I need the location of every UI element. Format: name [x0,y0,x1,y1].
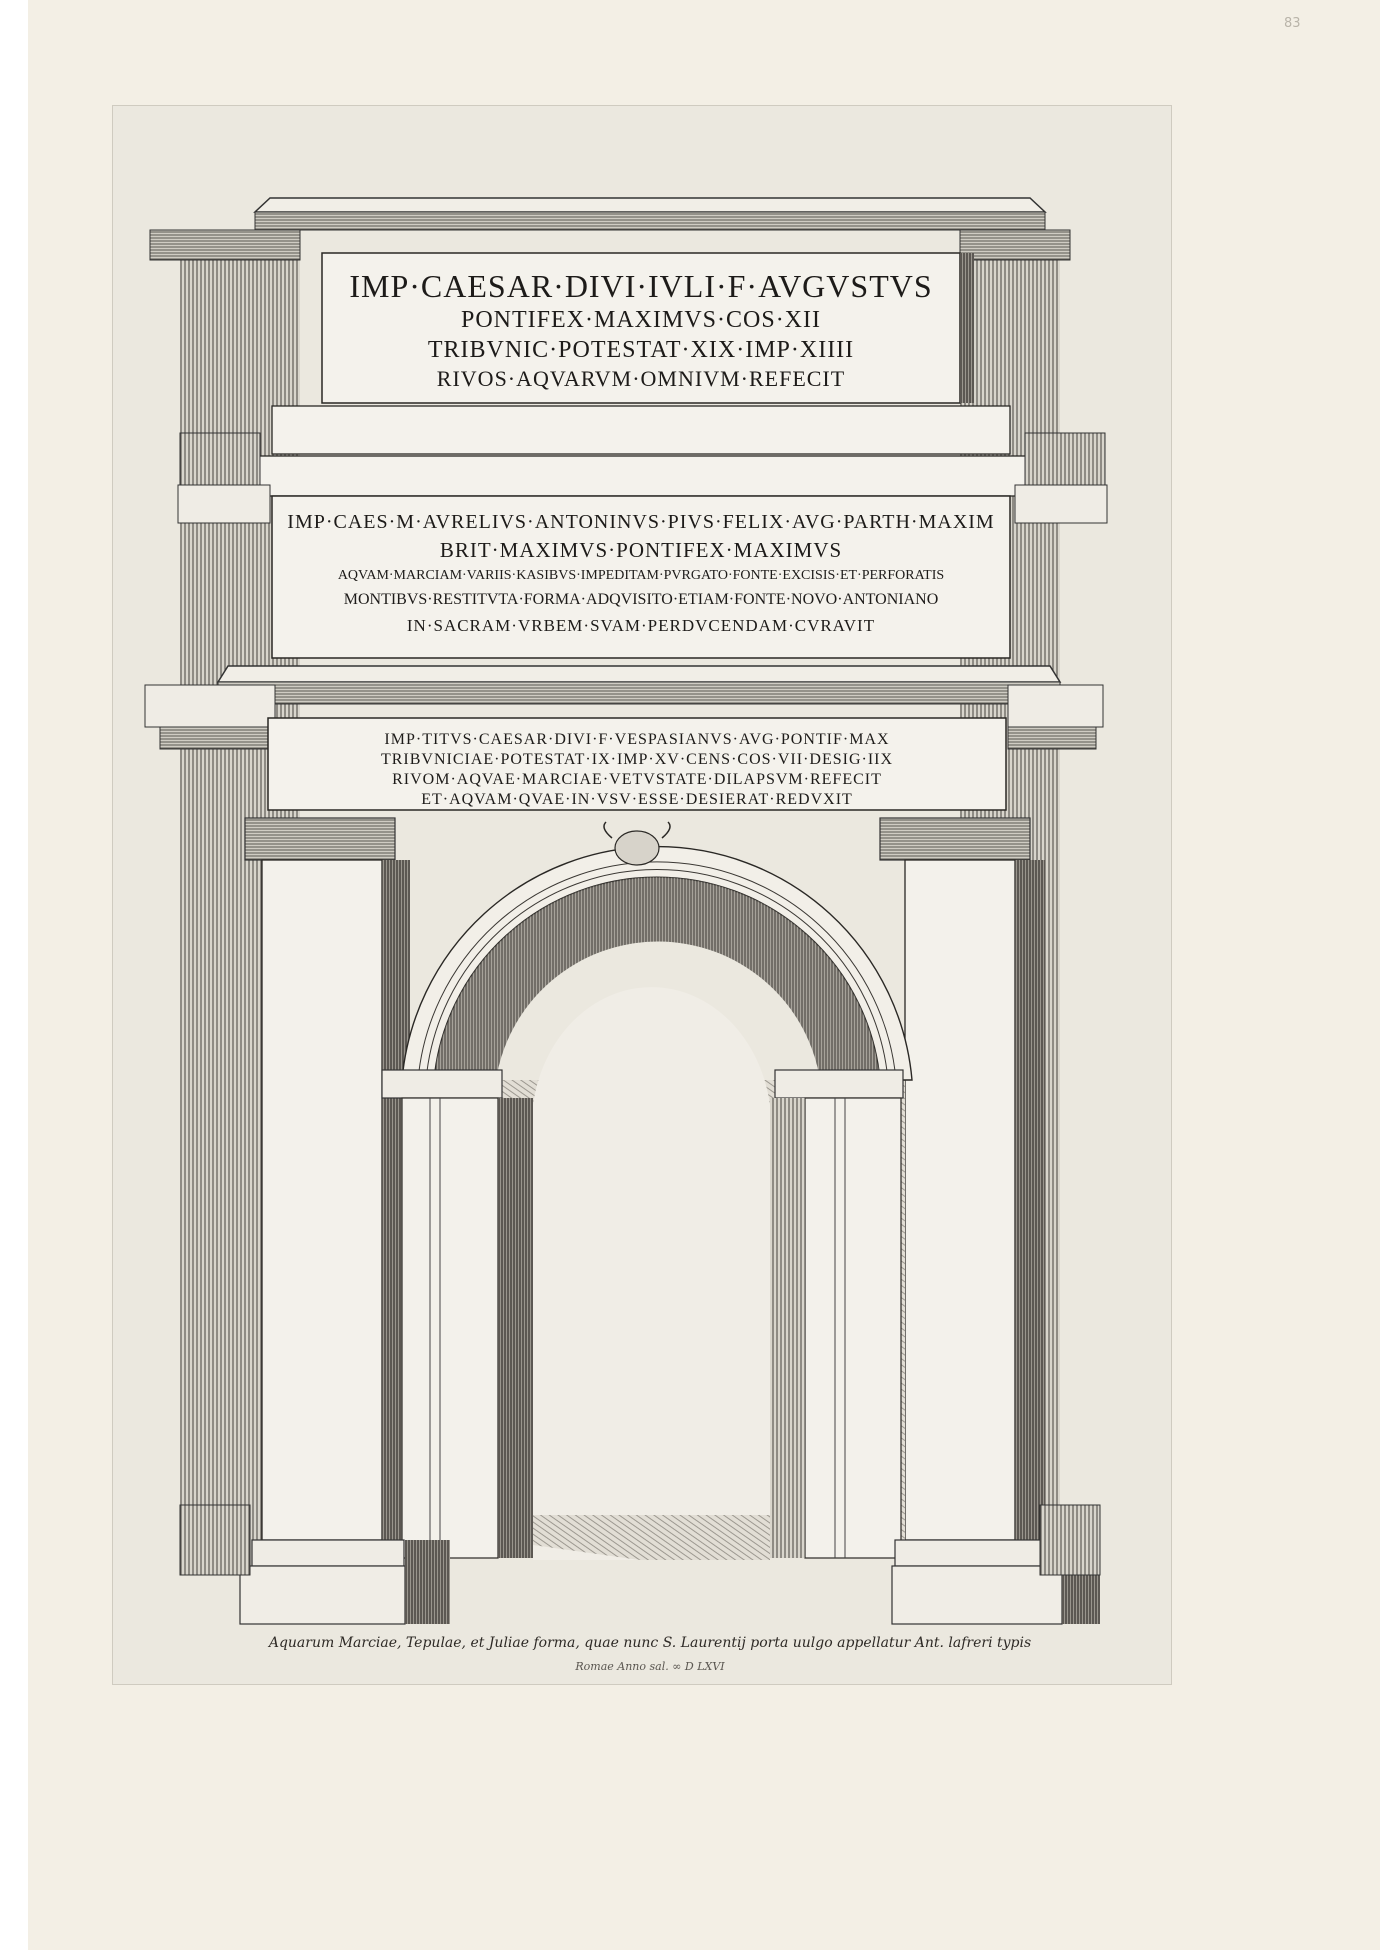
inscription-middle [272,512,1010,634]
top-cornice-side-left [150,230,300,260]
right-pier [905,860,1015,1540]
inscription-bottom-line: ET·AQVAM·QVAE·IN·VSV·ESSE·DESIERAT·REDVXIT [421,791,853,808]
top-cornice [255,198,1045,212]
inscription-top-line: IMP·CAESAR·DIVI·IVLI·F·AVGVSTVS [349,268,933,304]
inscription-top-line: PONTIFEX·MAXIMVS·COS·XII [461,307,821,333]
right-impost [775,1070,903,1098]
side-block-ledge-right [1015,485,1107,523]
middle-cornice-side-left [145,685,275,727]
side-block-ledge-left [178,485,270,523]
print-imprint: Romae Anno sal. ∞ D LXVI [575,1660,725,1673]
wall-plinth-right [1040,1505,1100,1575]
right-capital [880,818,1030,860]
middle-cornice [218,666,1060,682]
inscription-bottom [268,732,1006,808]
left-base-shadow [405,1540,450,1624]
sheet-number: 83 [1284,16,1301,31]
top-tablet-side [960,253,974,403]
inscription-middle-line: AQVAM·MARCIAM·VARIIS·KASIBVS·IMPEDITAM·PVRGATO·FONTE·EXCISIS·ET·PERFORATIS [337,568,945,583]
middle-cornice-underside-left [160,727,270,749]
inscription-top-line: RIVOS·AQVARVM·OMNIVM·REFECIT [436,366,846,391]
middle-cornice-band [218,682,1060,704]
wall-plinth-left [180,1505,250,1575]
arch-opening [533,987,770,1560]
right-base [892,1566,1062,1624]
inscription-middle-line: IMP·CAES·M·AVRELIVS·ANTONINVS·PIVS·FELIX·AVG·PARTH·MAXIM [287,511,995,533]
left-jamb [402,1098,498,1558]
inscription-bottom-line: TRIBVNICIAE·POTESTAT·IX·IMP·XV·CENS·COS·VII·DESIG·IIX [380,751,894,768]
left-jamb-reveal [498,1098,533,1558]
right-pier-shadow [1015,860,1045,1540]
left-impost [382,1070,502,1098]
right-jamb [805,1098,901,1558]
print-caption: Aquarum Marciae, Tepulae, et Juliae forma, quae nunc S. Laurentij porta uulgo appellatur Ant. lafreri typis [268,1635,1032,1651]
inscription-bottom-line: RIVOM·AQVAE·MARCIAE·VETVSTATE·DILAPSVM·REFECIT [392,771,882,788]
inscription-middle-line: MONTIBVS·RESTITVTA·FORMA·ADQVISITO·ETIAM·FONTE·NOVO·ANTONIANO [343,591,939,608]
inscription-middle-line: BRIT·MAXIMVS·PONTIFEX·MAXIMVS [439,538,843,562]
right-base-upper [895,1540,1047,1566]
inscription-bottom-line: IMP·TITVS·CAESAR·DIVI·F·VESPASIANVS·AVG·PONTIF·MAX [384,731,890,748]
middle-cornice-side-right [1008,685,1103,727]
top-cornice-band [255,212,1045,230]
plain-block-2 [255,456,1030,496]
left-pier [262,860,382,1540]
inscription-top [322,270,960,390]
middle-cornice-underside-right [1008,727,1096,749]
bucranium-keystone [615,831,659,865]
left-base [240,1566,405,1624]
inscription-middle-line: IN·SACRAM·VRBEM·SVAM·PERDVCENDAM·CVRAVIT [406,616,876,635]
plain-block-1 [272,406,1010,454]
right-jamb-reveal [770,1098,805,1558]
left-capital [245,818,395,860]
top-cornice-side-right [960,230,1070,260]
left-base-upper [252,1540,404,1566]
inscription-top-line: TRIBVNIC·POTESTAT·XIX·IMP·XIIII [427,337,855,363]
